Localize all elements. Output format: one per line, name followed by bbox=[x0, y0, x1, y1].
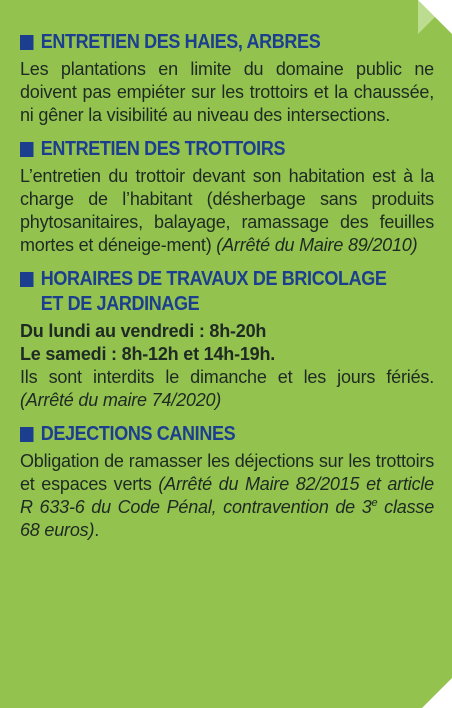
page-corner-cut bbox=[418, 0, 452, 34]
section-title-line1: HORAIRES DE TRAVAUX DE BRICOLAGE bbox=[40, 268, 387, 290]
section-heading bbox=[20, 422, 434, 447]
section-body bbox=[20, 58, 434, 127]
section-hedges-trees bbox=[20, 30, 434, 127]
section-title: ENTRETIEN DES TROTTOIRS bbox=[40, 138, 286, 160]
paragraph-text: L’entretien du trottoir devant son habitation est à la charge de l’habitant (désherbage sans produits phytosanitaires, balayage, ramassage des feuilles mortes et déneige-ment) bbox=[20, 166, 434, 255]
page-corner-bottom bbox=[422, 678, 452, 708]
square-bullet-icon bbox=[20, 272, 34, 287]
section-title-line2: ET DE JARDINAGE bbox=[40, 293, 200, 315]
paragraph-text: Obligation de ramasser les déjections sur les trottoirs et espaces verts bbox=[20, 451, 434, 494]
square-bullet-icon bbox=[20, 427, 34, 442]
section-dog-waste bbox=[20, 422, 434, 542]
schedule-weekdays: Du lundi au vendredi : 8h-20h bbox=[20, 321, 267, 341]
section-title bbox=[41, 267, 387, 317]
paragraph bbox=[20, 165, 434, 257]
section-work-hours bbox=[20, 267, 434, 412]
decree-reference: (Arrêté du Maire 89/2010) bbox=[216, 235, 418, 255]
section-title: DEJECTIONS CANINES bbox=[40, 423, 236, 445]
section-heading bbox=[20, 30, 434, 55]
section-title: ENTRETIEN DES HAIES, ARBRES bbox=[40, 31, 321, 53]
paragraph bbox=[20, 450, 434, 542]
paragraph bbox=[20, 366, 434, 412]
section-body bbox=[20, 165, 434, 257]
sentence-end: . bbox=[94, 520, 100, 540]
schedule-saturday: Le samedi : 8h-12h et 14h-19h. bbox=[20, 344, 276, 364]
section-sidewalks bbox=[20, 137, 434, 257]
decree-reference-part1: (Arrêté du Maire 82/2015 et article R 633-6 du Code Pénal, contravention de 3 bbox=[20, 474, 434, 517]
decree-reference-part2: classe 68 euros) bbox=[20, 497, 435, 540]
section-body bbox=[20, 450, 434, 542]
square-bullet-icon bbox=[20, 142, 34, 157]
square-bullet-icon bbox=[20, 35, 34, 50]
section-heading bbox=[20, 267, 434, 317]
section-body bbox=[20, 320, 434, 412]
ordinal-suffix: e bbox=[371, 497, 378, 509]
decree-reference: (Arrêté du maire 74/2020) bbox=[20, 390, 222, 410]
paragraph: Les plantations en limite du domaine public ne doivent pas empiéter sur les trottoirs et la chaussée, ni gêner la visibilité au niveau des intersections. bbox=[20, 59, 434, 125]
paragraph-text: Ils sont interdits le dimanche et les jours fériés. bbox=[20, 367, 434, 387]
section-heading bbox=[20, 137, 434, 162]
